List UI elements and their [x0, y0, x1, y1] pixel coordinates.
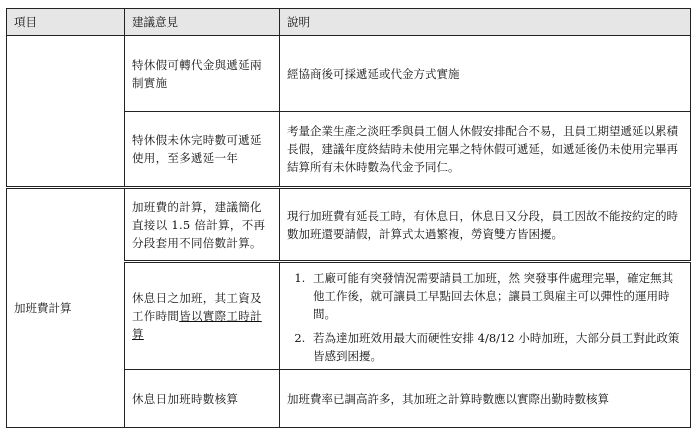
explanation-cell: 加班費率已調高許多，其加班之計算時數應以實際出勤時數核算 — [280, 370, 691, 428]
suggestion-cell — [125, 262, 280, 370]
header-explanation: 說明 — [280, 9, 691, 36]
header-suggestion: 建議意見 — [125, 9, 280, 36]
suggestion-cell: 加班費的計算，建議簡化直接以 1.5 倍計算，不再分段套用不同倍數計算。 — [125, 188, 280, 262]
explanation-list-cell — [280, 262, 691, 370]
explanation-cell: 現行加班費有延長工時，有休息日，休息日又分段，員工因故不能按約定的時數加班還要請假，計算式太過繁複，勞資雙方皆困擾。 — [280, 188, 691, 262]
header-item: 項目 — [7, 9, 125, 36]
suggestion-underlined-text: 皆以實際工時計算 — [132, 309, 262, 341]
explanation-cell: 經協商後可採遞延或代金方式實施 — [280, 36, 691, 112]
suggestion-cell: 休息日加班時數核算 — [125, 370, 280, 428]
explanation-list — [287, 269, 683, 365]
list-item: 2. 若為達加班效用最大而硬性安排 4/8/12 小時加班，大部分員工對此政策皆感到困擾。 — [309, 329, 683, 365]
suggestion-cell: 特休假未休完時數可遞延使用，至多遞延一年 — [125, 112, 280, 188]
list-item: 1. 工廠可能有突發情況需要請員工加班，然 突發事件處理完畢，確定無其他工作後，就可讓員工早點回去休息；讓員工與雇主可以彈性的運用時間。 — [309, 269, 683, 323]
table-row — [7, 36, 691, 112]
table-header-row — [7, 9, 691, 36]
item-cell-empty — [7, 36, 125, 188]
item-cell-overtime: 加班費計算 — [7, 188, 125, 428]
suggestion-text: 休息日之加班，其工資及工作時間 — [132, 291, 262, 323]
suggestion-table — [6, 8, 691, 428]
explanation-cell: 考量企業生產之淡旺季與員工個人休假安排配合不易，且員工期望遞延以累積長假，建議年度終結時未使用完畢之特休假可遞延，如遞延後仍未使用完畢再結算所有未休時數為代金予同仁。 — [280, 112, 691, 188]
table-row — [7, 188, 691, 262]
suggestion-cell: 特休假可轉代金與遞延兩制實施 — [125, 36, 280, 112]
